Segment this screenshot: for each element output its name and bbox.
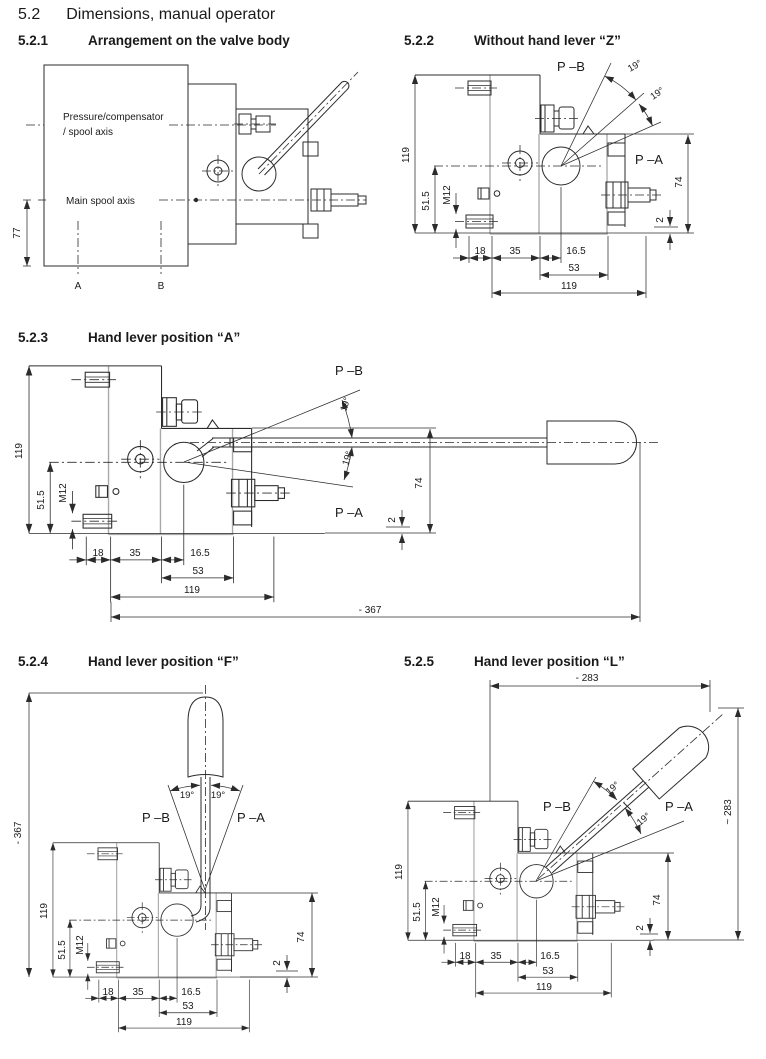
hand-lever xyxy=(538,714,723,879)
section-title: Without hand lever “Z” xyxy=(474,33,621,48)
section-number: 5.2.3 xyxy=(18,330,49,345)
dim-label-35: 35 xyxy=(129,548,141,559)
dim-label-165: 16.5 xyxy=(540,951,560,962)
dim-label-m12: M12 xyxy=(442,185,453,205)
pressure-axis-label-1: Pressure/compensator xyxy=(63,112,164,123)
port-label-a: A xyxy=(74,281,82,292)
dim-label-53: 53 xyxy=(542,966,554,977)
valve-drawing xyxy=(408,801,654,997)
dim-label-m12: M12 xyxy=(75,935,86,955)
dim-label-m12: M12 xyxy=(58,483,69,503)
dim-label-74: 74 xyxy=(296,931,307,943)
port-label-pb: P –B xyxy=(557,59,585,74)
page-title xyxy=(18,6,275,24)
port-label-b: B xyxy=(157,281,165,292)
dim-label-v119: 119 xyxy=(394,864,405,880)
dim-label-53: 53 xyxy=(192,566,204,577)
dim-label-18: 18 xyxy=(474,246,486,257)
dim-77 xyxy=(23,200,31,266)
figure-hand-lever-a xyxy=(0,350,766,638)
valve-drawing xyxy=(53,843,290,1033)
dim-label-h119: 119 xyxy=(184,585,200,596)
section-number: 5.2.2 xyxy=(404,33,435,48)
dim-label-18: 18 xyxy=(459,951,471,962)
dim-label-367: - 367 xyxy=(358,605,382,616)
section-number: 5.2.5 xyxy=(404,654,435,669)
port-label-pb: P –B xyxy=(335,363,363,378)
dim-label-2: 2 xyxy=(655,217,666,223)
dim-label-74: 74 xyxy=(674,176,685,188)
dim-label-77: 77 xyxy=(12,227,23,239)
section-number: 5.2.4 xyxy=(18,654,49,669)
dim-label-2: 2 xyxy=(387,517,398,523)
dim-label-165: 16.5 xyxy=(190,548,210,559)
dim-label-515: 51.5 xyxy=(36,490,47,510)
page-number: 5.2 xyxy=(18,6,41,23)
port-label-pa: P –A xyxy=(665,799,693,814)
dim-label-165: 16.5 xyxy=(566,246,586,257)
angle-label-1: 19° xyxy=(179,790,195,801)
dim-label-53: 53 xyxy=(182,1001,194,1012)
dim-74-2 xyxy=(252,428,436,550)
lever-swing-fan xyxy=(561,63,661,166)
dim-label-74: 74 xyxy=(652,894,663,906)
valve-drawing xyxy=(29,366,325,602)
section-number: 5.2.1 xyxy=(18,33,49,48)
page-title-text: Dimensions, manual operator xyxy=(66,6,276,23)
dim-label-165: 16.5 xyxy=(181,987,201,998)
valve-body-outline xyxy=(44,65,366,266)
dim-label-18: 18 xyxy=(92,548,104,559)
dim-label-18: 18 xyxy=(102,987,114,998)
dim-label-515: 51.5 xyxy=(57,940,68,960)
port-label-pb: P –B xyxy=(142,810,170,825)
dim-label-v119: 119 xyxy=(401,147,412,163)
dim-label-h119: 119 xyxy=(176,1017,192,1028)
dim-label-2: 2 xyxy=(272,960,283,966)
pressure-axis-label-2: / spool axis xyxy=(63,127,114,138)
figure-hand-lever-l xyxy=(388,650,766,1059)
dim-label-v119: 119 xyxy=(14,443,25,459)
section-title: Hand lever position “A” xyxy=(88,330,241,345)
dim-367 xyxy=(29,693,203,977)
dim-label-h119: 119 xyxy=(536,982,552,993)
angle-label-1: 19° xyxy=(626,57,644,75)
section-title: Hand lever position “F” xyxy=(88,654,239,669)
dim-label-m12: M12 xyxy=(431,897,442,917)
port-label-pb: P –B xyxy=(543,799,571,814)
section-title: Hand lever position “L” xyxy=(474,654,625,669)
section-header-523 xyxy=(18,330,240,345)
port-label-pa: P –A xyxy=(335,505,363,520)
hand-lever xyxy=(190,421,658,464)
dim-label-2: 2 xyxy=(635,925,646,931)
angle-label-1: 19° xyxy=(338,395,354,413)
section-header-522 xyxy=(404,33,621,48)
dim-label-53: 53 xyxy=(568,263,580,274)
dim-label-74: 74 xyxy=(414,477,425,489)
angle-label-1: 19° xyxy=(603,779,622,798)
dim-label-515: 51.5 xyxy=(412,902,423,922)
port-label-pa: P –A xyxy=(635,152,663,167)
angle-label-2: 19° xyxy=(210,790,226,801)
dim-label-515: 51.5 xyxy=(421,191,432,211)
angle-label-2: 19° xyxy=(648,85,667,103)
section-title: Arrangement on the valve body xyxy=(88,33,290,48)
dim-label-w283: - 283 xyxy=(575,673,599,684)
dim-label-h283: ~ 283 xyxy=(723,799,734,825)
port-label-pa: P –A xyxy=(237,810,265,825)
angle-label-2: 19° xyxy=(634,810,653,829)
dim-label-35: 35 xyxy=(490,951,502,962)
dim-label-367: - 367 xyxy=(13,821,24,845)
figure-without-hand-lever xyxy=(398,57,766,305)
dim-label-v119: 119 xyxy=(39,903,50,919)
section-header-521 xyxy=(18,33,290,48)
main-spool-axis-label: Main spool axis xyxy=(66,196,135,207)
dim-label-35: 35 xyxy=(509,246,521,257)
figure-hand-lever-f xyxy=(0,650,380,1059)
dim-label-h119: 119 xyxy=(561,281,577,292)
angle-label-2: 19° xyxy=(340,449,356,467)
dim-label-35: 35 xyxy=(132,987,144,998)
valve-drawing xyxy=(415,75,694,298)
figure-arrangement-valve-body xyxy=(14,56,386,306)
